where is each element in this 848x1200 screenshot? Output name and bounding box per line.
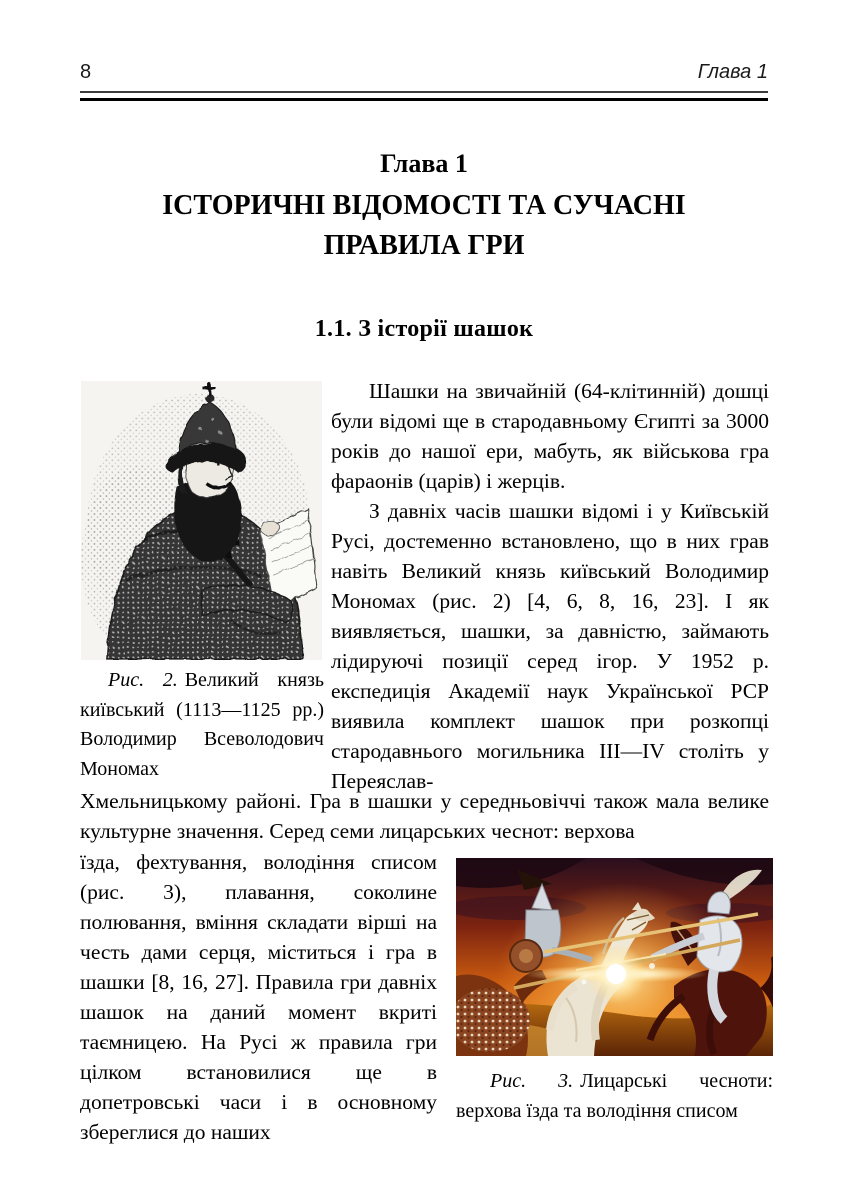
figure3-caption-text: Лицарські чесноти: верхова їзда та володіння списом xyxy=(456,1070,773,1122)
paragraph-history: З давніх часів шашки відомі і у Київській Русі, достеменно встановлено, що в них грав навіть Великий князь київський Володимир Мономах (рис. 2) [4, 6, 8, 16, 23]. І як виявляється, шашки, за давністю, займають лідируючі позиції серед ігор. У 1952 р. експедиція Академії наук Української РСР виявила комплект шашок при розкопці стародавнього могильника III—IV століть у Переяслав- xyxy=(331,499,769,793)
running-header-chapter: Глава 1 xyxy=(697,61,768,83)
monomakh-engraving-graphic xyxy=(81,381,322,660)
figure3-joust-image xyxy=(456,858,773,1056)
body-column-right xyxy=(331,376,769,796)
figure3-caption xyxy=(456,1067,773,1126)
figure3-caption-label: Рис. 3. xyxy=(490,1070,574,1092)
chapter-title-line2: ПРАВИЛА ГРИ xyxy=(323,230,525,261)
chapter-title xyxy=(80,186,768,266)
figure2-caption xyxy=(80,666,324,784)
body-column-left: їзда, фехтування, володіння списом (рис. 3), плавання, соколине полювання, вміння складати вірші на честь дами серця, міститься і гра в шашки [8, 16, 27]. Правила гри давніх шашок на даний момент вкриті таємницею. На Русі ж правила гри цілком встановилися ще в допетровські часи і в основному збереглися до наших xyxy=(80,850,437,1144)
section-heading: 1.1. З історії шашок xyxy=(314,316,534,342)
paragraph-intro: Шашки на звичайній (64-клітинній) дошці були відомі ще в стародавньому Єгипті за 3000 років до нашої ери, мабуть, як військова гра фараонів (царів) і жерців. xyxy=(331,379,769,493)
chapter-title-line1: ІСТОРИЧНІ ВІДОМОСТІ ТА СУЧАСНІ xyxy=(162,190,686,221)
header-rule xyxy=(80,91,768,101)
chapter-label: Глава 1 xyxy=(380,149,468,178)
figure2-caption-label: Рис. 2. xyxy=(108,669,178,691)
knights-jousting-graphic xyxy=(456,858,773,1056)
figure2-caption-text: Великий князь київський (1113—1125 рр.) Володимир Всеволодович Мономах xyxy=(80,669,324,780)
paragraph-history-wide: Хмельницькому районі. Гра в шашки у середньовіччі також мала велике культурне значення. Серед семи лицарських чеснот: верхова xyxy=(80,789,769,843)
figure2-portrait-image xyxy=(81,381,322,660)
page-number: 8 xyxy=(80,61,92,83)
